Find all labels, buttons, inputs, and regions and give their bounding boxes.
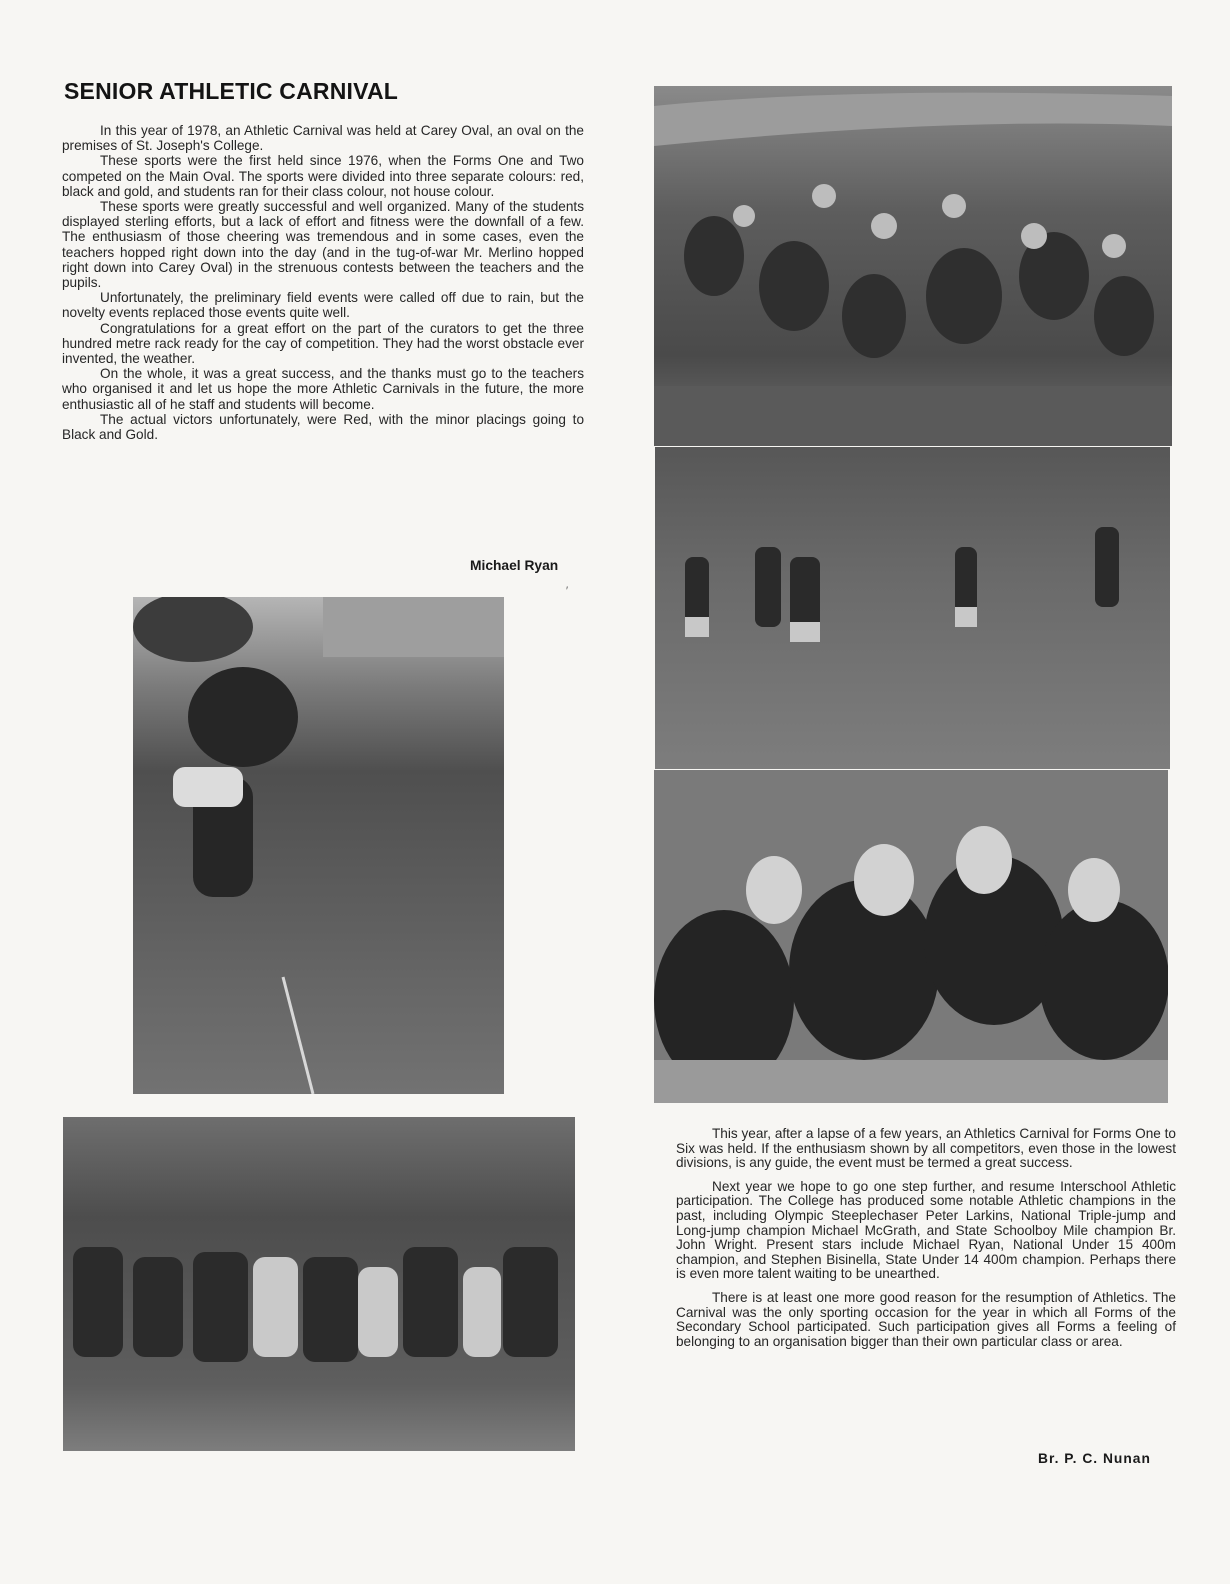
second-article-paragraph: Next year we hope to go one step further, and resume Interschool Athletic participation. The College has produced some notable Athletic champions in the past, including Olympic Steeplechaser Peter Larkins, National Triple-jump and Long-jump champion Michael McGrath, and State Schoolboy Mile champion Br. John Wright. Present stars include Michael Ryan, National Under 15 400m champion, and Stephen Bisinella, State Under 14 400m champion. Perhaps there is even more talent waiting to be unearthed.: [676, 1178, 1176, 1282]
second-article-paragraph: This year, after a lapse of a few years, an Athletics Carnival for Forms One to Six was held. If the enthusiasm shown by all competitors, even those in the lowest divisions, is any guide, the event must be termed a great success.: [676, 1126, 1176, 1171]
article-author: Michael Ryan: [470, 558, 559, 573]
second-article-author: Br. P. C. Nunan: [1038, 1451, 1151, 1466]
article-paragraph: The actual victors unfortunately, were Red, with the minor placings going to Black and Gold.: [62, 411, 584, 443]
photo-group-start-image: [63, 1117, 575, 1451]
article-body: [62, 123, 584, 442]
article-paragraph: In this year of 1978, an Athletic Carnival was held at Carey Oval, an oval on the premises of St. Joseph's College.: [62, 123, 584, 154]
photo-piggyback-race: [133, 597, 504, 1094]
photo-running-race-image: [655, 447, 1170, 769]
article-paragraph: On the whole, it was a great success, and the thanks must go to the teachers who organised it and let us hope the more Athletic Carnivals in the future, the more enthusiastic all of he staff and students will become.: [62, 366, 584, 412]
article-paragraph: Congratulations for a great effort on the part of the curators to get the three hundred metre rack ready for the cay of competition. They had the worst obstacle ever invented, the weather.: [62, 320, 584, 367]
stray-mark: ′: [566, 585, 569, 597]
photo-seated-crowd-image: [654, 86, 1172, 446]
photo-piggyback-closeup: [654, 770, 1168, 1103]
photo-group-start: [63, 1117, 575, 1451]
photo-seated-crowd: [654, 86, 1172, 446]
photo-piggyback-race-image: [133, 597, 504, 1094]
second-article-body: [676, 1127, 1176, 1358]
article-paragraph: These sports were the first held since 1976, when the Forms One and Two competed on the Main Oval. The sports were divided into three separate colours: red, black and gold, and students ran for their class colour, not house colour.: [62, 153, 584, 199]
photo-piggyback-closeup-image: [654, 770, 1168, 1103]
article-title: SENIOR ATHLETIC CARNIVAL: [64, 78, 399, 104]
article-paragraph: Unfortunately, the preliminary field events were called off due to rain, but the novelty events replaced those events quite well.: [62, 290, 584, 321]
second-article-paragraph: There is at least one more good reason for the resumption of Athletics. The Carnival was the only sporting occasion for the year in which all Forms of the Secondary School participated. Such participation gives all Forms a feeling of belonging to an organisation bigger than their own particular class or area.: [676, 1289, 1176, 1349]
photo-running-race: [655, 447, 1170, 769]
article-paragraph: These sports were greatly successful and well organized. Many of the students displayed sterling efforts, but a lack of effort and fitness were the downfall of a few. The enthusiasm of those cheering was tremendous and in some cases, even the teachers hopped right down into the day (and in the tug-of-war Mr. Merlino hopped right down into Carey Oval) in the strenuous contests between the teachers and the pupils.: [62, 199, 584, 291]
